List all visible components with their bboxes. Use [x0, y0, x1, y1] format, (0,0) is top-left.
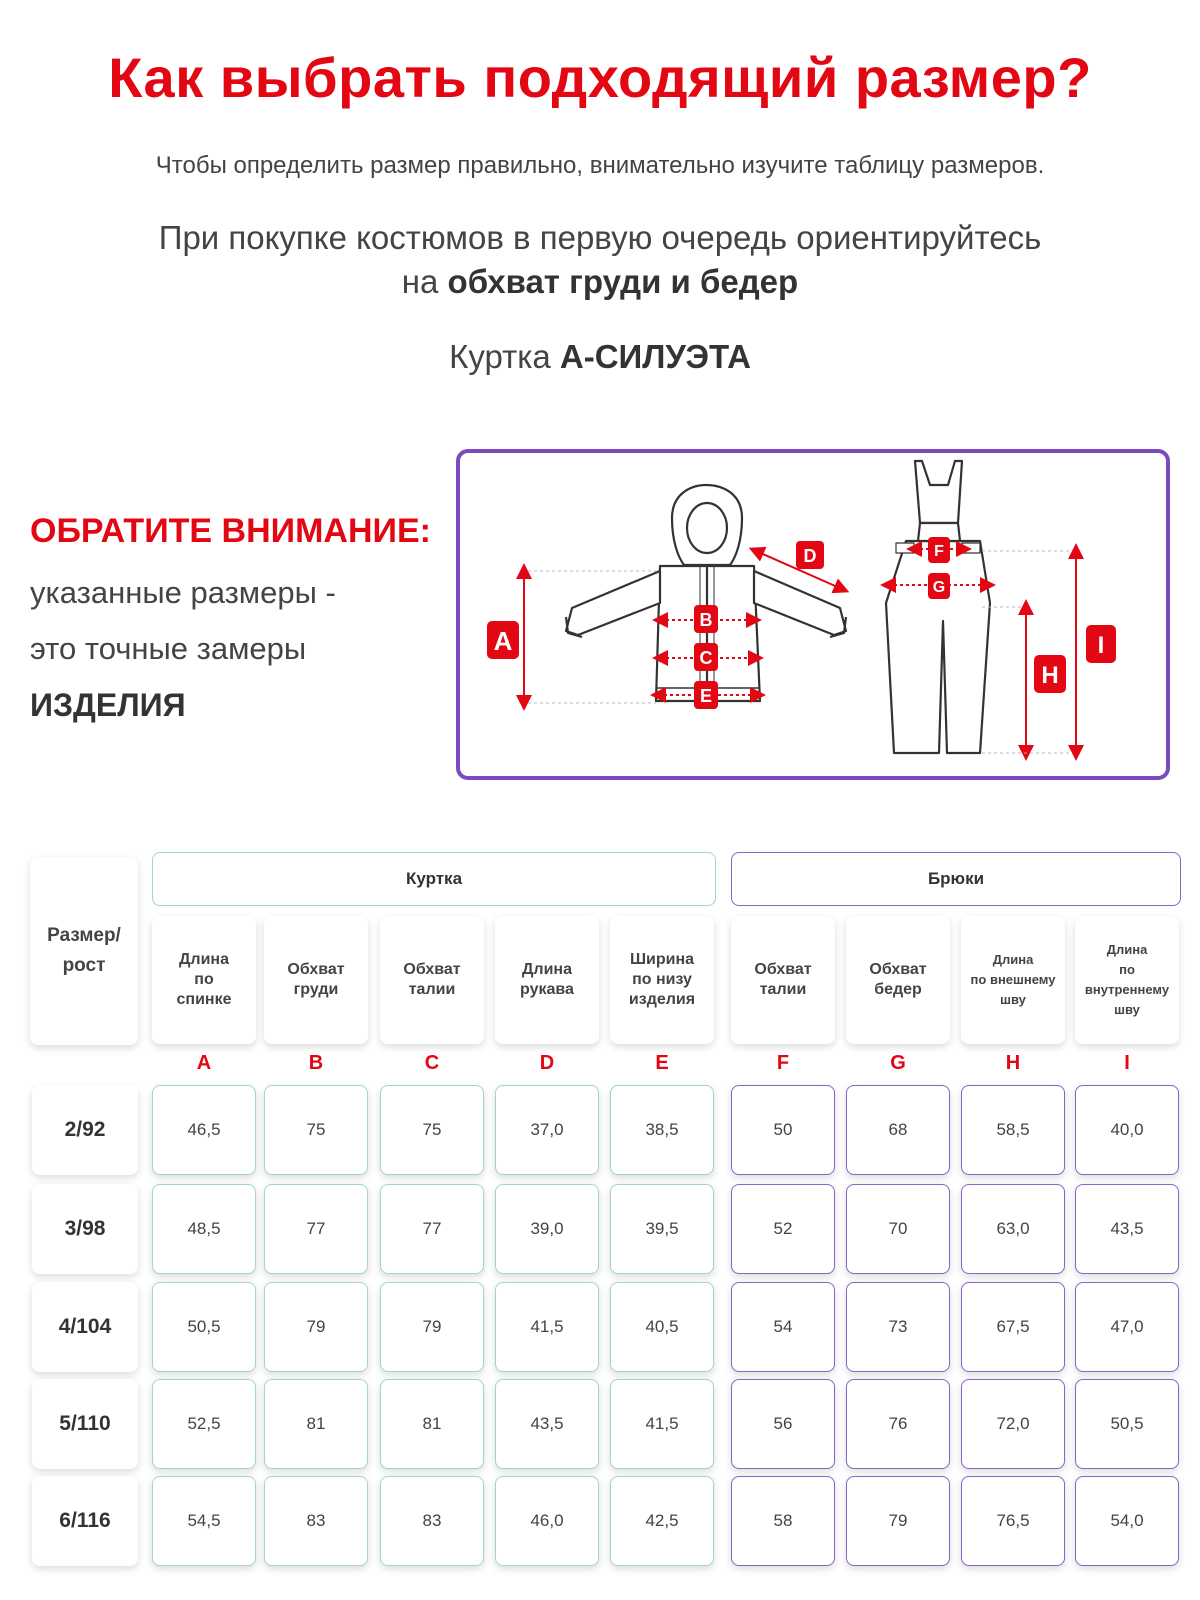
value-cell-text: 54	[773, 1317, 793, 1336]
measurement-lines	[524, 549, 1076, 753]
value-cell	[152, 1379, 256, 1469]
tip-prefix: на	[401, 263, 439, 300]
value-cell-text: 79	[306, 1317, 326, 1336]
value-cell	[1075, 1476, 1179, 1566]
value-cell-text: 76,5	[996, 1511, 1030, 1530]
label-g	[928, 573, 950, 599]
value-cell-text: 54,5	[187, 1511, 221, 1530]
value-cell	[610, 1282, 714, 1372]
measurement-diagram	[456, 449, 1170, 780]
value-cell-text: 68	[888, 1120, 908, 1139]
value-cell-text: 58	[773, 1511, 793, 1530]
value-cell-text: 77	[422, 1219, 442, 1238]
value-cell-text: 81	[306, 1414, 326, 1433]
column-letter: C	[424, 1052, 440, 1074]
value-cell-text: 46,5	[187, 1120, 221, 1139]
measurement-diagram-svg	[460, 453, 1166, 776]
svg-text:F: F	[934, 543, 944, 560]
value-cell-text: 39,5	[645, 1219, 679, 1238]
value-cell-text: 42,5	[645, 1511, 679, 1530]
value-cell-text: 46,0	[530, 1511, 564, 1530]
value-cell-text: 63,0	[996, 1219, 1030, 1238]
attention-note	[30, 512, 450, 733]
tip-bold: обхват груди и бедер	[447, 263, 799, 300]
value-cell-text: 50,5	[187, 1317, 221, 1336]
column-letter: E	[655, 1052, 669, 1074]
column-header	[610, 916, 714, 1044]
label-h	[1034, 655, 1066, 693]
size-cell-label: 5/110	[59, 1412, 111, 1435]
size-cell	[32, 1379, 138, 1469]
value-cell	[846, 1476, 950, 1566]
value-cell-text: 70	[888, 1219, 908, 1238]
value-cell	[731, 1085, 835, 1175]
value-cell-text: 77	[306, 1219, 326, 1238]
value-cell-text: 79	[888, 1511, 908, 1530]
column-header	[731, 916, 835, 1044]
label-d	[796, 541, 824, 569]
svg-text:C: C	[699, 648, 713, 668]
value-cell	[380, 1184, 484, 1274]
column-header-label: Ширина по низу изделия	[628, 951, 696, 1008]
column-header-label: Длина по внешнему шву	[970, 952, 1056, 1007]
value-cell	[264, 1476, 368, 1566]
tip-line-1: При покупке костюмов в первую очередь ориентируйтесь	[158, 219, 1042, 256]
value-cell-text: 75	[422, 1120, 442, 1139]
size-cell	[32, 1085, 138, 1175]
note-strong: ИЗДЕЛИЯ	[30, 687, 186, 723]
column-header	[152, 916, 256, 1044]
value-cell-text: 50,5	[1110, 1414, 1144, 1433]
group-header-pants	[731, 852, 1181, 906]
value-cell	[846, 1184, 950, 1274]
value-cell	[495, 1282, 599, 1372]
column-letter: G	[890, 1052, 906, 1074]
size-column-header-label: Размер/ рост	[47, 925, 121, 976]
size-cell-label: 2/92	[64, 1118, 106, 1141]
product-bold: А-СИЛУЭТА	[559, 338, 751, 375]
value-cell-text: 67,5	[996, 1317, 1030, 1336]
value-cell	[1075, 1379, 1179, 1469]
label-b	[694, 605, 718, 633]
column-header	[380, 916, 484, 1044]
value-cell-text: 81	[422, 1414, 442, 1433]
value-cell-text: 54,0	[1110, 1511, 1144, 1530]
value-cell	[1075, 1282, 1179, 1372]
value-cell-text: 43,5	[530, 1414, 564, 1433]
value-cell-text: 79	[422, 1317, 442, 1336]
value-cell-text: 50	[773, 1120, 793, 1139]
page-title: Как выбрать подходящий размер?	[108, 46, 1092, 109]
value-cell	[264, 1379, 368, 1469]
size-cell	[32, 1184, 138, 1274]
product-name	[0, 338, 1200, 376]
size-column-header	[30, 857, 138, 1045]
value-cell	[610, 1184, 714, 1274]
value-cell	[495, 1184, 599, 1274]
value-cell	[731, 1184, 835, 1274]
value-cell	[495, 1476, 599, 1566]
value-cell	[731, 1282, 835, 1372]
group-header-jacket	[152, 852, 716, 906]
value-cell-text: 41,5	[530, 1317, 564, 1336]
value-cell-text: 58,5	[996, 1120, 1030, 1139]
column-letter: B	[308, 1052, 324, 1074]
column-header-label: Обхват бедер	[869, 961, 927, 998]
value-cell-text: 39,0	[530, 1219, 564, 1238]
value-cell-text: 76	[888, 1414, 908, 1433]
value-cell	[152, 1476, 256, 1566]
column-header	[961, 916, 1065, 1044]
value-cell	[731, 1379, 835, 1469]
column-header	[264, 916, 368, 1044]
column-letter: F	[776, 1052, 790, 1074]
value-cell	[380, 1085, 484, 1175]
column-letter: A	[196, 1052, 212, 1074]
label-a	[487, 621, 519, 659]
note-heading: ОБРАТИТЕ ВНИМАНИЕ:	[30, 512, 431, 550]
value-cell-text: 56	[773, 1414, 793, 1433]
tip-text	[0, 216, 1200, 304]
subtitle: Чтобы определить размер правильно, внимательно изучите таблицу размеров.	[155, 152, 1045, 179]
value-cell	[380, 1476, 484, 1566]
svg-text:H: H	[1041, 662, 1059, 689]
value-cell	[264, 1085, 368, 1175]
value-cell-text: 48,5	[187, 1219, 221, 1238]
size-cell-label: 4/104	[58, 1315, 112, 1338]
value-cell-text: 37,0	[530, 1120, 564, 1139]
value-cell	[610, 1476, 714, 1566]
product-prefix: Куртка	[449, 338, 551, 375]
value-cell	[152, 1184, 256, 1274]
size-cell	[32, 1476, 138, 1566]
value-cell-text: 47,0	[1110, 1317, 1144, 1336]
value-cell	[495, 1379, 599, 1469]
value-cell-text: 43,5	[1110, 1219, 1144, 1238]
note-line-2: это точные замеры	[30, 631, 307, 666]
svg-text:B: B	[699, 610, 713, 630]
value-cell-text: 52,5	[187, 1414, 221, 1433]
column-header-label: Обхват талии	[754, 961, 812, 998]
value-cell-text: 41,5	[645, 1414, 679, 1433]
svg-text:E: E	[699, 686, 713, 706]
svg-text:D: D	[803, 546, 817, 566]
value-cell	[846, 1282, 950, 1372]
value-cell	[380, 1379, 484, 1469]
value-cell-text: 72,0	[996, 1414, 1030, 1433]
size-cell	[32, 1282, 138, 1372]
label-i	[1086, 625, 1116, 663]
column-letter: D	[539, 1052, 555, 1074]
column-header	[1075, 916, 1179, 1044]
size-cell-label: 6/116	[59, 1509, 111, 1532]
value-cell	[495, 1085, 599, 1175]
value-cell	[1075, 1085, 1179, 1175]
column-header	[846, 916, 950, 1044]
pants-outline	[886, 461, 990, 753]
label-c	[694, 643, 718, 671]
column-header-label: Обхват талии	[403, 961, 461, 998]
value-cell-text: 83	[306, 1511, 326, 1530]
value-cell-text: 40,0	[1110, 1120, 1144, 1139]
column-header-label: Длина рукава	[520, 961, 574, 998]
size-cell-label: 3/98	[64, 1217, 106, 1240]
value-cell	[961, 1476, 1065, 1566]
svg-text:G: G	[932, 579, 946, 596]
note-line-1: указанные размеры -	[30, 575, 336, 610]
value-cell-text: 83	[422, 1511, 442, 1530]
value-cell	[152, 1282, 256, 1372]
value-cell-text: 38,5	[645, 1120, 679, 1139]
value-cell	[1075, 1184, 1179, 1274]
column-header	[495, 916, 599, 1044]
svg-text:I: I	[1097, 632, 1105, 659]
value-cell	[961, 1379, 1065, 1469]
value-cell	[380, 1282, 484, 1372]
value-cell-text: 52	[773, 1219, 793, 1238]
value-cell	[610, 1085, 714, 1175]
group-header-pants-label: Брюки	[927, 869, 985, 888]
value-cell-text: 40,5	[645, 1317, 679, 1336]
value-cell	[846, 1379, 950, 1469]
value-cell	[961, 1282, 1065, 1372]
value-cell-text: 73	[888, 1317, 908, 1336]
value-cell	[264, 1184, 368, 1274]
column-header-label: Длина по спинке	[176, 951, 232, 1008]
group-header-jacket-label: Куртка	[405, 869, 463, 888]
value-cell	[731, 1476, 835, 1566]
value-cell	[152, 1085, 256, 1175]
value-cell-text: 75	[306, 1120, 326, 1139]
value-cell	[264, 1282, 368, 1372]
column-letter: I	[1124, 1052, 1130, 1074]
tip-line-2	[0, 260, 1200, 304]
column-header-label: Длина по внутреннему шву	[1084, 942, 1170, 1017]
value-cell	[961, 1184, 1065, 1274]
column-letter: H	[1005, 1052, 1021, 1074]
value-cell	[846, 1085, 950, 1175]
label-f	[928, 537, 950, 563]
column-header-label: Обхват груди	[287, 961, 345, 998]
svg-text:A: A	[493, 626, 513, 656]
label-e	[694, 681, 718, 709]
value-cell	[961, 1085, 1065, 1175]
value-cell	[610, 1379, 714, 1469]
